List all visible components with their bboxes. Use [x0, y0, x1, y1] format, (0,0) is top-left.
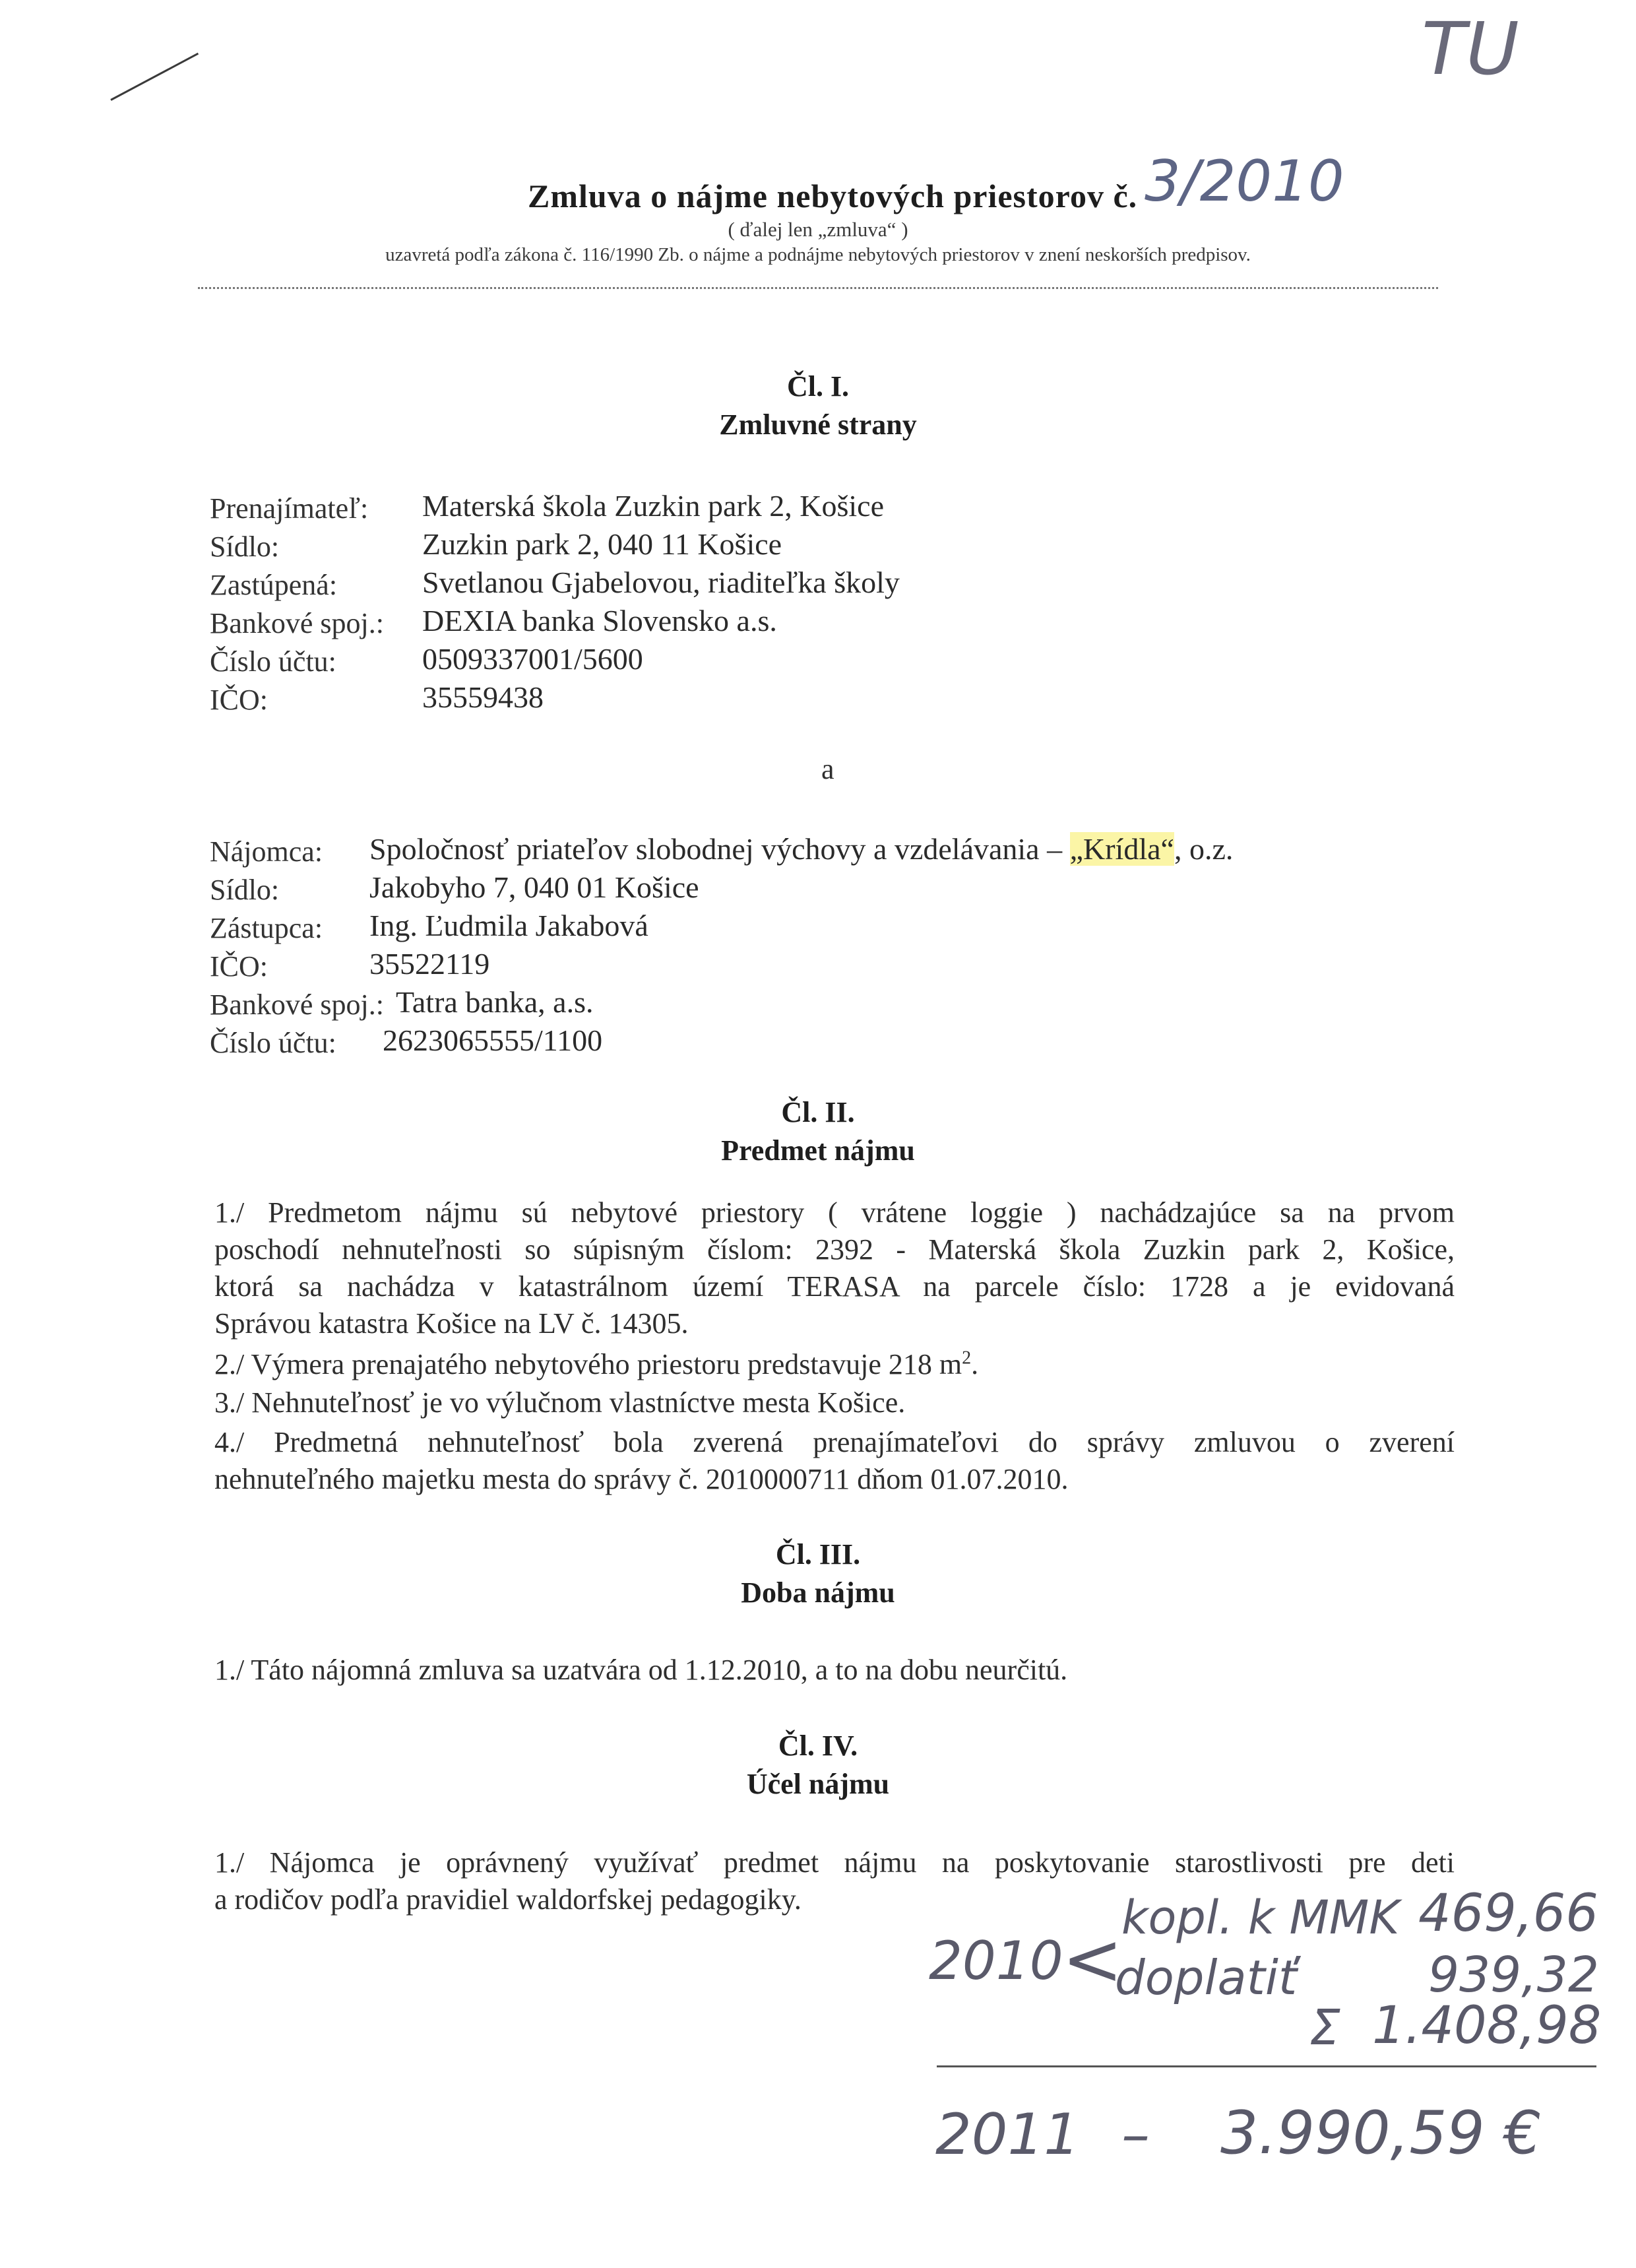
paragraph-line: ktorá sa nachádza v katastrálnom území TERASA na parcele číslo: 1728 a je evidovaná: [214, 1270, 1455, 1303]
tenant-ico-value: 35522119: [369, 947, 490, 981]
paragraph-line: Správou katastra Košice na LV č. 14305.: [214, 1307, 689, 1340]
parties-connector: a: [821, 753, 834, 785]
note-line1-amount: 469,66: [1418, 1884, 1598, 1943]
tenant-label: Nájomca:: [210, 835, 323, 868]
article-2-paragraph-1: [214, 1194, 1455, 1342]
tenant-seat-value: Jakobyho 7, 040 01 Košice: [369, 870, 699, 904]
landlord-seat-value: Zuzkin park 2, 040 11 Košice: [422, 527, 782, 561]
landlord-label: Prenajímateľ:: [210, 492, 369, 525]
landlord-representative-label: Zastúpená:: [210, 569, 338, 601]
article-2-title: Predmet nájmu: [721, 1134, 915, 1167]
tenant-ico-label: IČO:: [210, 950, 268, 983]
article-3-paragraph-1: 1./ Táto nájomná zmluva sa uzatvára od 1.12.2010, a to na dobu neurčitú.: [214, 1654, 1068, 1686]
tenant-bank-label: Bankové spoj.:: [210, 988, 384, 1021]
note2-amount: 3.990,59 €: [1220, 2098, 1542, 2168]
header-divider: [198, 287, 1438, 289]
article-1-number: Čl. I.: [786, 370, 850, 403]
note2-dash: –: [1121, 2102, 1150, 2168]
landlord-account-value: 0509337001/5600: [422, 642, 643, 676]
landlord-bank-label: Bankové spoj.:: [210, 607, 384, 639]
article-2-paragraph-3: 3./ Nehnuteľnosť je vo výlučnom vlastníctve mesta Košice.: [214, 1386, 906, 1419]
article-1-title: Zmluvné strany: [719, 408, 917, 441]
note-sum-symbol: Σ: [1309, 1999, 1340, 2056]
landlord-bank-value: DEXIA banka Slovensko a.s.: [422, 604, 777, 637]
article-3-number: Čl. III.: [775, 1538, 861, 1571]
handwritten-corner-mark: TU: [1422, 7, 1519, 91]
article-4-title: Účel nájmu: [746, 1768, 890, 1800]
note-year: 2010: [929, 1930, 1063, 1992]
landlord-ico-label: IČO:: [210, 684, 268, 716]
article-4-number: Čl. IV.: [778, 1730, 858, 1762]
note-underline: [937, 2065, 1596, 2067]
legal-basis: uzavretá podľa zákona č. 116/1990 Zb. o nájme a podnájme nebytových priestorov v znení neskorších predpisov.: [385, 244, 1251, 265]
article-2-paragraph-2: [214, 1347, 978, 1381]
contract-title: Zmluva o nájme nebytových priestorov č.: [528, 178, 1138, 214]
tenant-legal-form: , o.z.: [1174, 832, 1234, 866]
tenant-representative-value: Ing. Ľudmila Jakabová: [369, 909, 648, 942]
paragraph-line: nehnuteľného majetku mesta do správy č. 2010000711 dňom 01.07.2010.: [214, 1463, 1069, 1495]
floor-area-unit-exponent: 2: [962, 1347, 972, 1369]
tenant-account-label: Číslo účtu:: [210, 1027, 336, 1059]
note2-year: 2011: [935, 2102, 1080, 2168]
note-sum-amount: 1.408,98: [1372, 1996, 1602, 2056]
landlord-value: Materská škola Zuzkin park 2, Košice: [422, 489, 885, 523]
tenant-seat-label: Sídlo:: [210, 874, 280, 906]
article-3-title: Doba nájmu: [741, 1576, 895, 1609]
tenant-account-value: 2623065555/1100: [383, 1023, 603, 1057]
article-2-paragraph-4: [214, 1424, 1455, 1498]
paragraph-line: a rodičov podľa pravidiel waldorfskej pedagogiky.: [214, 1883, 802, 1916]
landlord-representative-value: Svetlanou Gjabelovou, riaditeľka školy: [422, 566, 900, 599]
landlord-ico-value: 35559438: [422, 680, 544, 714]
floor-area-text: 2./ Výmera prenajatého nebytového priestoru predstavuje 218 m: [214, 1348, 962, 1380]
note-line2-amount: 939,32: [1428, 1947, 1599, 2003]
tenant-bank-value: Tatra banka, a.s.: [396, 985, 594, 1019]
note-bracket: <: [1062, 1917, 1123, 2001]
article-2-number: Čl. II.: [781, 1096, 855, 1128]
contract-subtitle: ( ďalej len „zmluva“ ): [728, 218, 908, 241]
pen-stroke-mark: [110, 53, 199, 101]
paragraph-line: 1./ Nájomca je oprávnený využívať predmet nájmu na poskytovanie starostlivosti pre deti: [214, 1846, 1455, 1879]
paragraph-line: 4./ Predmetná nehnuteľnosť bola zverená prenajímateľovi do správy zmluvou o zverení: [214, 1426, 1455, 1458]
tenant-representative-label: Zástupca:: [210, 912, 323, 944]
floor-area-end: .: [971, 1348, 979, 1380]
landlord-account-label: Číslo účtu:: [210, 645, 336, 678]
paragraph-line: poschodí nehnuteľnosti so súpisným číslom: 2392 - Materská škola Zuzkin park 2, Košice,: [214, 1233, 1455, 1266]
note-line1-text: kopl. k MMK: [1121, 1891, 1400, 1945]
tenant-value: [369, 831, 1233, 866]
handwritten-contract-number: 3/2010: [1145, 148, 1344, 214]
landlord-seat-label: Sídlo:: [210, 531, 280, 563]
note-line2-text: doplatiť: [1115, 1950, 1298, 2005]
tenant-name: Spoločnosť priateľov slobodnej výchovy a vzdelávania –: [369, 832, 1070, 866]
tenant-name-highlight: „Krídla“: [1069, 832, 1174, 866]
paragraph-line: 1./ Predmetom nájmu sú nebytové priestory ( vrátene loggie ) nachádzajúce sa na prvom: [214, 1196, 1455, 1229]
